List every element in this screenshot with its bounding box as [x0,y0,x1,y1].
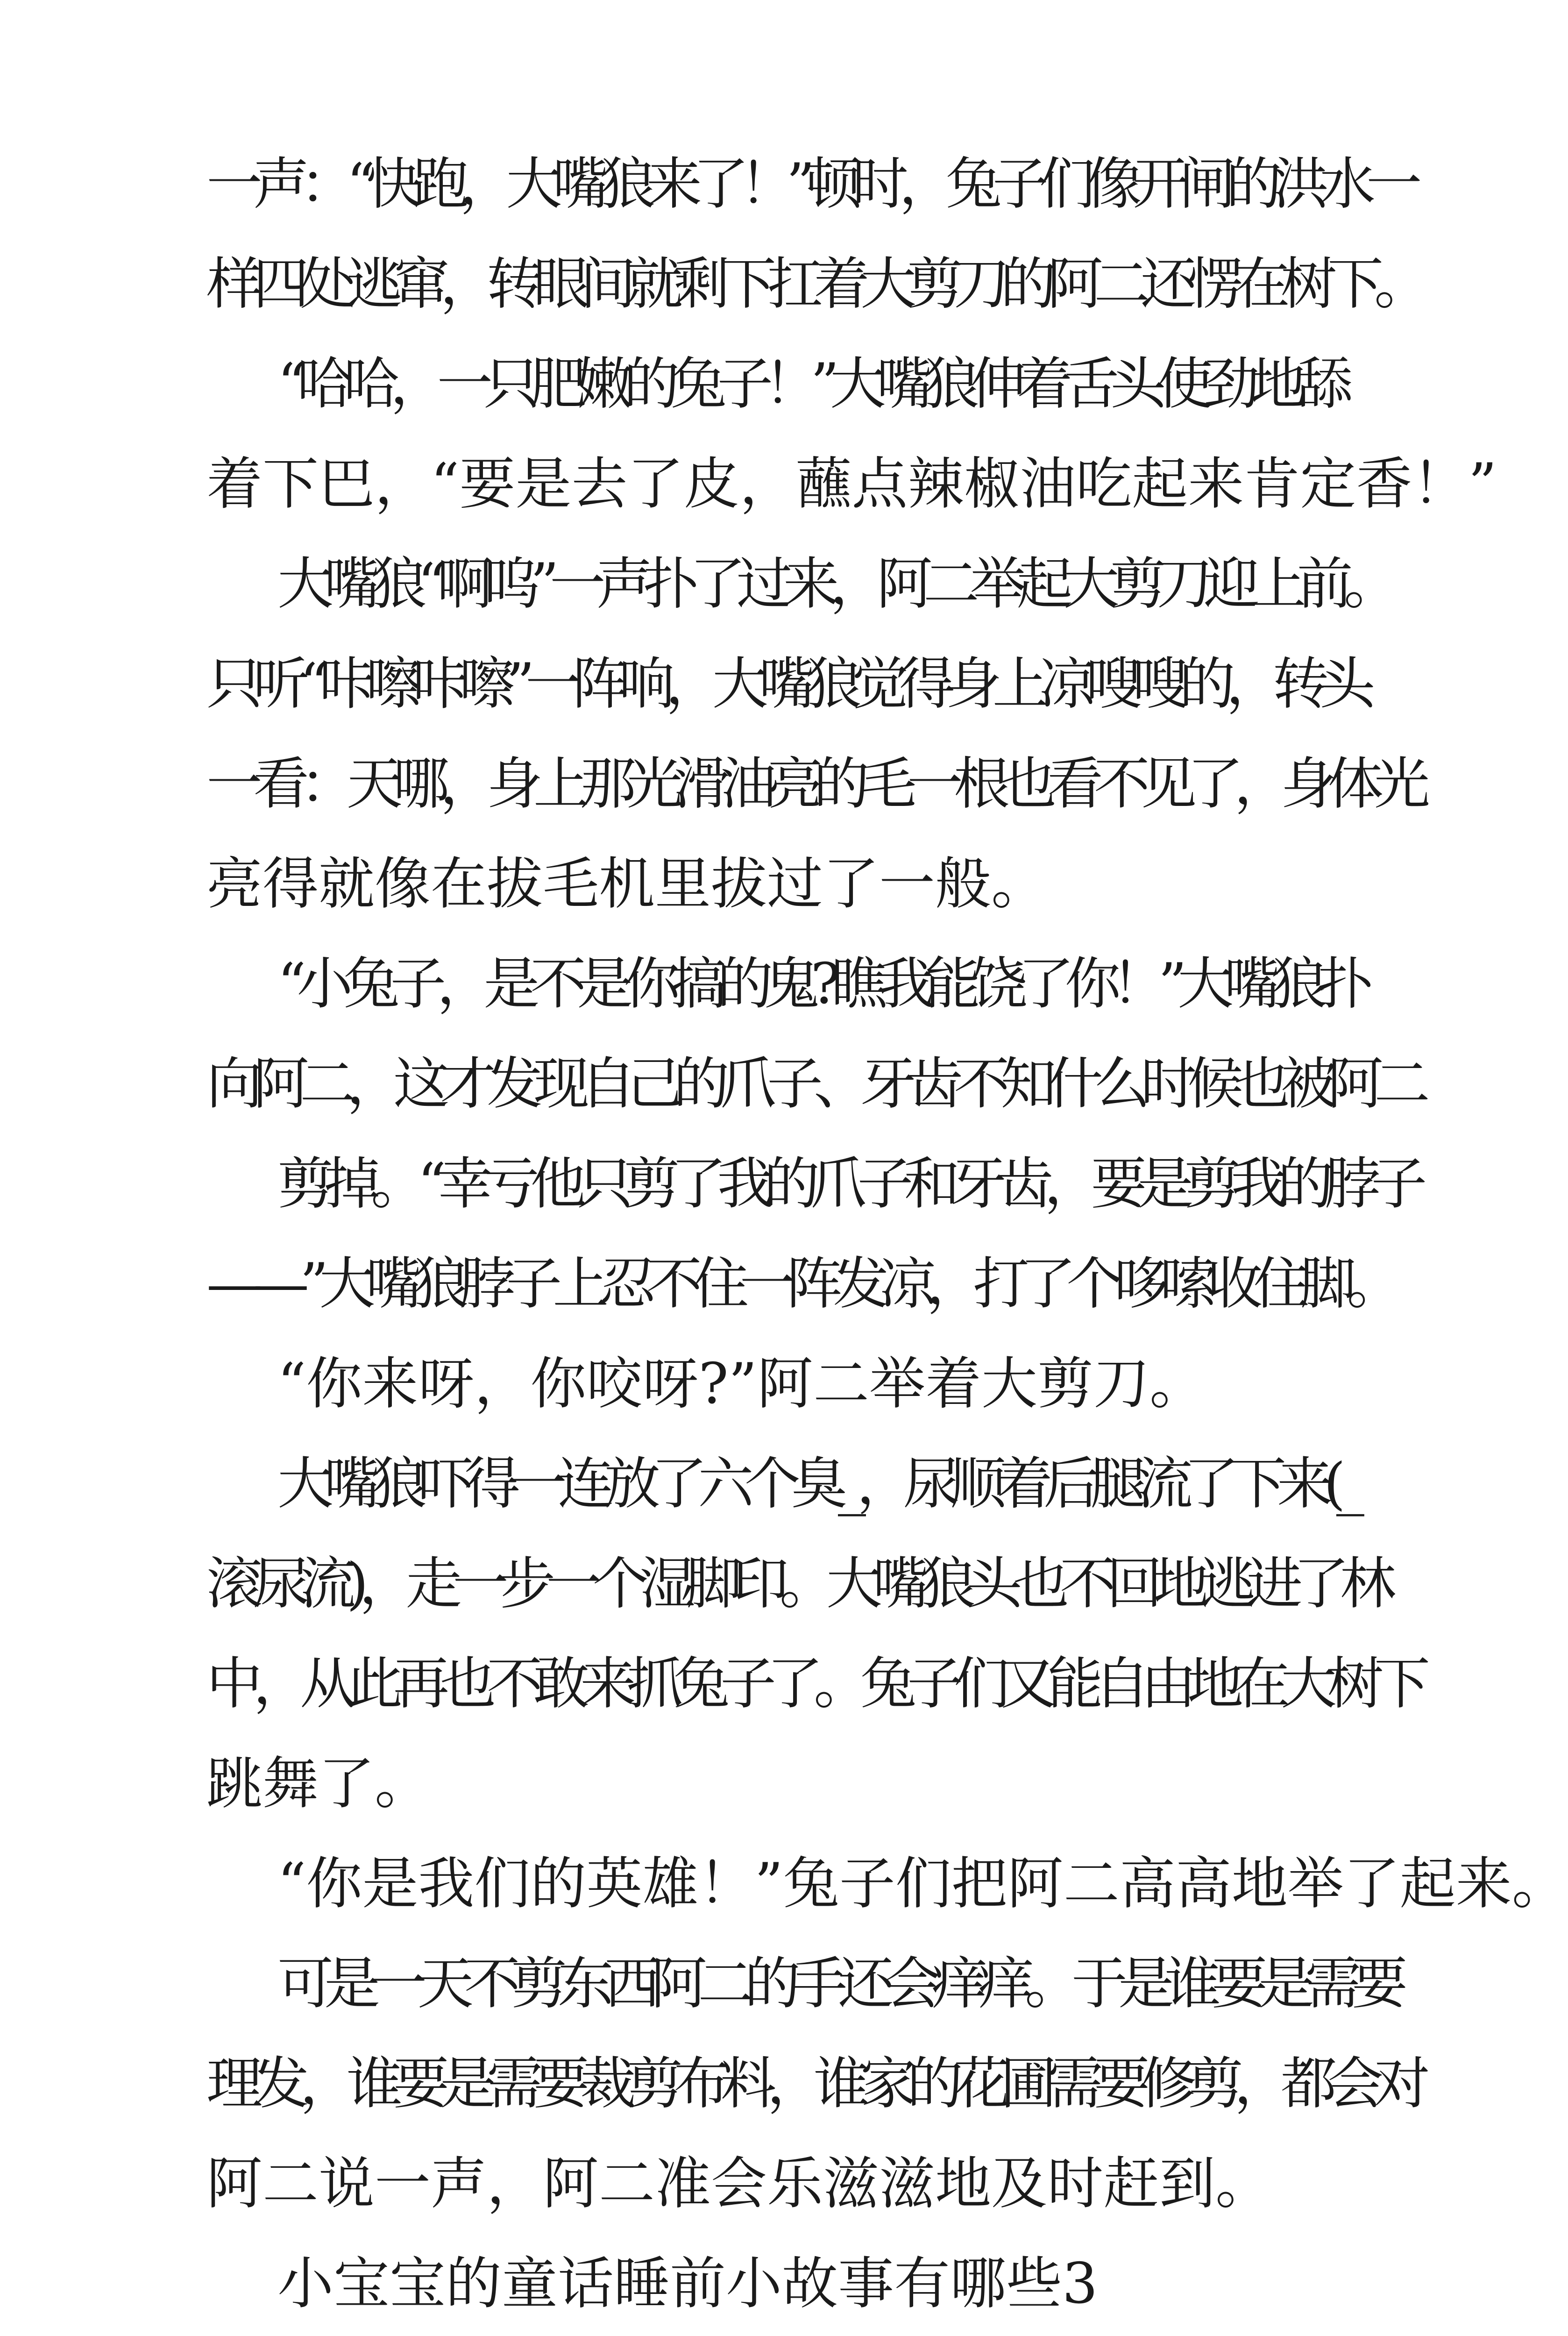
section-heading: 小宝宝的童话睡前小故事有哪些3 [277,2251,1098,2316]
text-line: 滚尿流)，走一步一个湿脚印。大嘴狼头也不回地逃进了林 [206,1552,1387,1617]
text-line: 向阿二，这才发现自己的爪子、牙齿不知什么时候也被阿二 [206,1052,1421,1117]
text-line: 大嘴狼吓得一连放了六个臭_，尿顺着后腿流了下来(_ [277,1452,1355,1517]
text-line: 只听“咔嚓咔嚓”一阵响，大嘴狼觉得身上凉嗖嗖的，转头 [206,652,1366,717]
text-line: 中，从此再也不敢来抓兔子了。兔子们又能自由地在大树下 [206,1652,1421,1716]
text-line: 着下巴，“要是去了皮，蘸点辣椒油吃起来肯定香！” [206,452,1497,517]
text-line: ——”大嘴狼脖子上忍不住一阵发凉，打了个哆嗦收住脚。 [206,1252,1394,1317]
text-line: 亮得就像在拔毛机里拔过了一般。 [206,852,1047,917]
text-line: 一声：“快跑，大嘴狼来了！”顿时，兔子们像开闸的洪水一 [206,152,1413,217]
text-line: “哈哈，一只肥嫩的兔子！”大嘴狼伸着舌头使劲地舔 [277,352,1344,417]
text-line: 阿二说一声，阿二准会乐滋滋地及时赶到。 [206,2151,1271,2216]
text-line: 理发，谁要是需要裁剪布料，谁家的花圃需要修剪，都会对 [206,2051,1421,2116]
text-line: 一看：天哪，身上那光滑油亮的毛一根也看不见了，身体光 [206,752,1421,817]
text-line: “你来呀，你咬呀?”阿二举着大剪刀。 [277,1352,1206,1417]
text-line: “你是我们的英雄！”兔子们把阿二高高地举了起来。 [277,1852,1568,1916]
text-line: 可是一天不剪东西阿二的手还会痒痒。于是谁要是需要 [277,1951,1398,2016]
text-line: 跳舞了。 [206,1752,431,1816]
text-line: 剪掉。“幸亏他只剪了我的爪子和牙齿，要是剪我的脖子 [277,1152,1418,1217]
text-line: 大嘴狼“啊呜”一声扑了过来，阿二举起大剪刀迎上前。 [277,552,1391,617]
text-line: “小兔子，是不是你搞的鬼?瞧我能饶了你！”大嘴狼扑 [277,952,1365,1017]
text-line: 样四处逃窜，转眼间就剩下扛着大剪刀的阿二还愣在树下。 [206,252,1421,317]
